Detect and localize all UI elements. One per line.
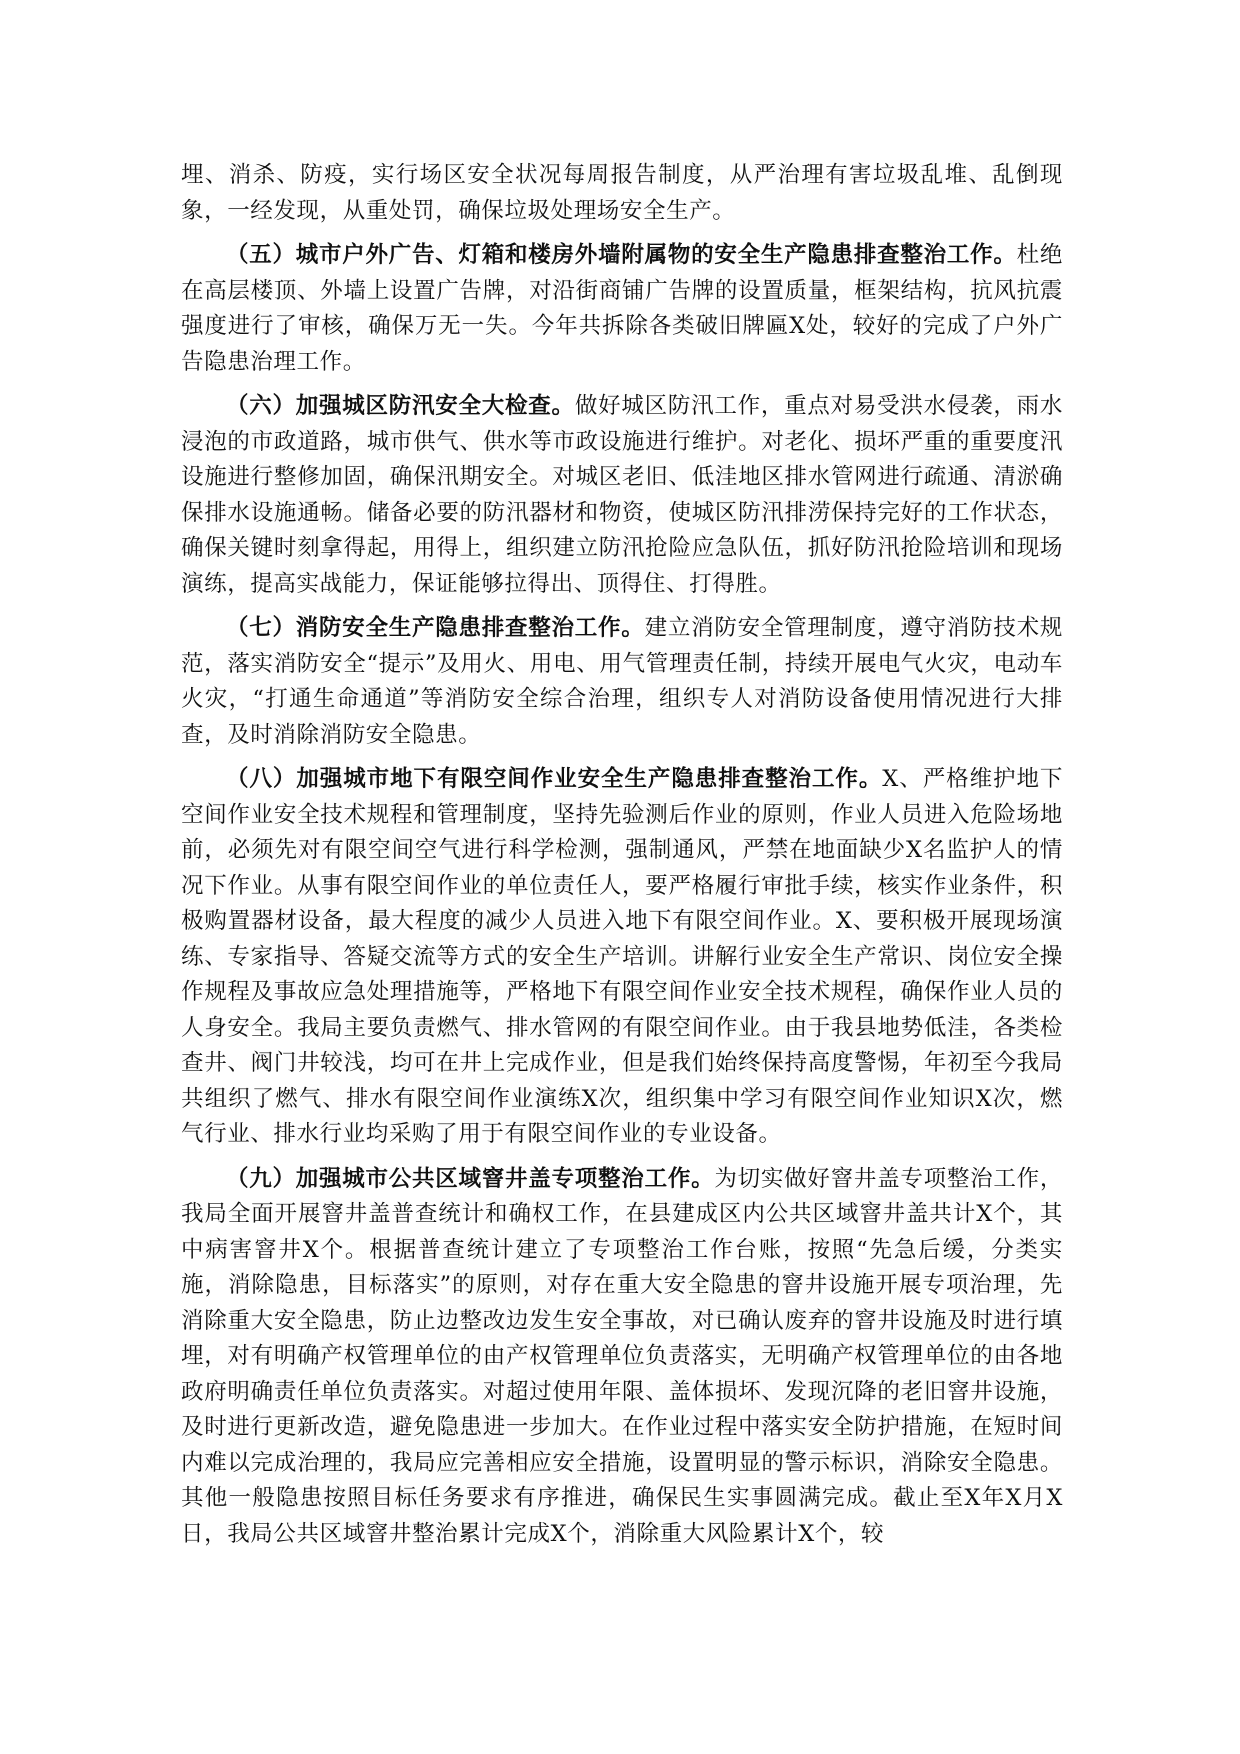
section-heading: （五）城市户外广告、灯箱和楼房外墙附属物的安全生产隐患排查整治工作。 bbox=[226, 242, 1017, 268]
paragraph-body: 杜绝在高层楼顶、外墙上设置广告牌，对沿街商铺广告牌的设置质量，框架结构，抗风抗震强度进行了审核，确保万无一失。今年共拆除各类破旧牌匾X处，较好的完成了户外广告隐患治理工作。 bbox=[181, 242, 1063, 375]
document-page bbox=[181, 158, 1063, 1561]
paragraph-section-8 bbox=[181, 762, 1063, 1153]
paragraph-body: 埋、消杀、防疫，实行场区安全状况每周报告制度，从严治理有害垃圾乱堆、乱倒现象，一经发现，从重处罚，确保垃圾处理场安全生产。 bbox=[181, 162, 1063, 224]
section-heading: （六）加强城区防汛安全大检查。 bbox=[226, 393, 575, 419]
paragraph-body: 做好城区防汛工作，重点对易受洪水侵袭，雨水浸泡的市政道路，城市供气、供水等市政设施进行维护。对老化、损坏严重的重要度汛设施进行整修加固，确保汛期安全。对城区老旧、低洼地区排水管网进行疏通、清淤确保排水设施通畅。储备必要的防汛器材和物资，使城区防汛排涝保持完好的工作状态，确保关键时刻拿得起，用得上，组织建立防汛抢险应急队伍，抓好防汛抢险培训和现场演练，提高实战能力，保证能够拉得出、顶得住、打得胜。 bbox=[181, 393, 1063, 597]
paragraph-body: X、严格维护地下空间作业安全技术规程和管理制度，坚持先验测后作业的原则，作业人员进入危险场地前，必须先对有限空间空气进行科学检测，强制通风，严禁在地面缺少X名监护人的情况下作业。从事有限空间作业的单位责任人，要严格履行审批手续，核实作业条件，积极购置器材设备，最大程度的减少人员进入地下有限空间作业。X、要积极开展现场演练、专家指导、答疑交流等方式的安全生产培训。讲解行业安全生产常识、岗位安全操作规程及事故应急处理措施等，严格地下有限空间作业安全技术规程，确保作业人员的人身安全。我局主要负责燃气、排水管网的有限空间作业。由于我县地势低洼，各类检查井、阀门井较浅，均可在井上完成作业，但是我们始终保持高度警惕，年初至今我局共组织了燃气、排水有限空间作业演练X次，组织集中学习有限空间作业知识X次，燃气行业、排水行业均采购了用于有限空间作业的专业设备。 bbox=[181, 766, 1063, 1147]
paragraph-body: 建立消防安全管理制度，遵守消防技术规范，落实消防安全“提示”及用火、用电、用气管理责任制，持续开展电气火灾，电动车火灾，“打通生命通道”等消防安全综合治理，组织专人对消防设备使用情况进行大排查，及时消除消防安全隐患。 bbox=[181, 615, 1063, 748]
paragraph-section-6 bbox=[181, 389, 1063, 602]
section-heading: （七）消防安全生产隐患排查整治工作。 bbox=[226, 615, 645, 641]
paragraph-body: 为切实做好窨井盖专项整治工作，我局全面开展窨井盖普查统计和确权工作，在县建成区内公共区域窨井盖共计X个，其中病害窨井X个。根据普查统计建立了专项整治工作台账，按照“先急后缓，分类实施，消除隐患，目标落实”的原则，对存在重大安全隐患的窨井设施开展专项治理，先消除重大安全隐患，防止边整改边发生安全事故，对已确认废弃的窨井设施及时进行填埋，对有明确产权管理单位的由产权管理单位负责落实，无明确产权管理单位的由各地政府明确责任单位负责落实。对超过使用年限、盖体损坏、发现沉降的老旧窨井设施，及时进行更新改造，避免隐患进一步加大。在作业过程中落实安全防护措施，在短时间内难以完成治理的，我局应完善相应安全措施，设置明显的警示标识，消除安全隐患。其他一般隐患按照目标任务要求有序推进，确保民生实事圆满完成。截止至X年X月X日，我局公共区域窨井整治累计完成X个，消除重大风险累计X个，较 bbox=[181, 1165, 1063, 1547]
paragraph-section-9 bbox=[181, 1162, 1063, 1553]
section-heading: （八）加强城市地下有限空间作业安全生产隐患排查整治工作。 bbox=[226, 766, 883, 792]
section-heading: （九）加强城市公共区域窨井盖专项整治工作。 bbox=[226, 1165, 715, 1192]
paragraph-continuation bbox=[181, 158, 1063, 229]
paragraph-section-5 bbox=[181, 238, 1063, 380]
paragraph-section-7 bbox=[181, 611, 1063, 753]
